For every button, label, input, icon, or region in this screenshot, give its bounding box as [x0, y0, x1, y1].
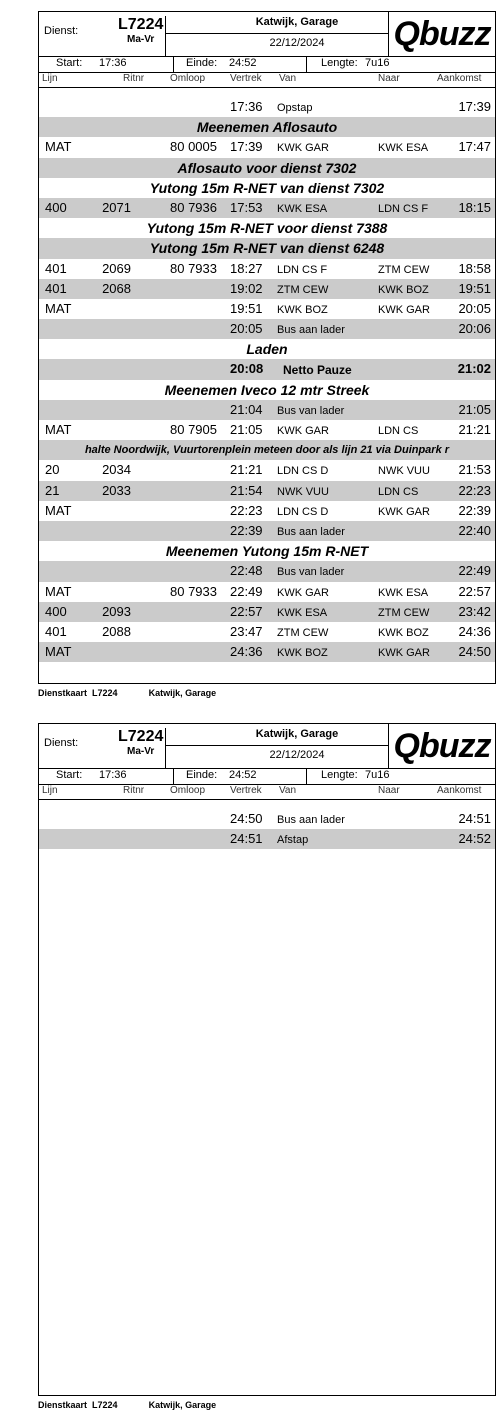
qbuzz-logo: Qbuzz	[393, 15, 491, 53]
section-banner-row	[39, 158, 495, 178]
col-naar: Naar	[378, 73, 400, 84]
cell-ritnr: 2069	[102, 260, 131, 276]
cell-vertrek: 20:08	[230, 361, 264, 377]
table-row	[39, 137, 495, 157]
dienstkaart-page-2	[38, 723, 496, 1396]
cell-naar: KWK BOZ	[378, 626, 429, 639]
cell-aankomst: 21:05	[458, 401, 491, 417]
lengte-value: 7u16	[365, 57, 390, 69]
cell-van: Bus aan lader	[277, 525, 345, 538]
table-row	[39, 259, 495, 279]
cell-vertrek: 24:50	[230, 811, 263, 826]
cell-vertrek: 22:49	[230, 583, 263, 599]
cell-van: KWK ESA	[277, 202, 328, 215]
cell-aankomst: 17:47	[458, 139, 491, 155]
depot-location: Katwijk, Garage	[255, 728, 339, 740]
table-row	[39, 809, 495, 829]
dienstkaart-page-1	[38, 11, 496, 684]
divider	[165, 33, 389, 34]
cell-van: Opstap	[277, 102, 313, 114]
cell-van: KWK BOZ	[277, 303, 328, 316]
footer-dienst: L7224	[92, 688, 118, 698]
cell-vertrek: 21:04	[230, 401, 263, 417]
divider	[39, 87, 495, 88]
cell-vertrek: 22:39	[230, 522, 263, 538]
cell-lijn: 400	[45, 603, 67, 619]
cell-vertrek: 18:27	[230, 260, 263, 276]
table-row	[39, 561, 495, 581]
divider	[165, 745, 389, 746]
section-banner-row	[39, 117, 495, 137]
cell-aankomst: 24:36	[458, 623, 491, 639]
table-row	[39, 319, 495, 339]
footer-location: Katwijk, Garage	[148, 1400, 217, 1410]
cell-naar: ZTM CEW	[378, 606, 430, 619]
table-row	[39, 198, 495, 218]
cell-van: Bus van lader	[277, 566, 345, 579]
table-row	[39, 359, 495, 379]
cell-lijn: 401	[45, 280, 67, 296]
cell-vertrek: 22:57	[230, 603, 263, 619]
cell-omloop: 80 7905	[170, 422, 217, 437]
cell-aankomst: 24:50	[458, 644, 491, 660]
cell-lijn: MAT	[45, 583, 72, 599]
table-row	[39, 602, 495, 622]
section-banner-text: Aflosauto voor dienst 7302	[177, 159, 357, 176]
cell-lijn: 401	[45, 623, 67, 639]
cell-van: Bus van lader	[277, 404, 345, 417]
col-van: Van	[279, 785, 297, 796]
einde-label: Einde:	[186, 57, 218, 69]
cell-lijn: MAT	[45, 644, 72, 660]
cell-aankomst: 23:42	[458, 603, 491, 619]
divider	[165, 16, 166, 56]
cell-lijn: 20	[45, 462, 60, 478]
divider	[165, 728, 166, 768]
qbuzz-logo: Qbuzz	[393, 727, 491, 765]
section-banner-row	[39, 440, 495, 460]
cell-naar: LDN CS F	[378, 202, 429, 215]
trip-table	[39, 809, 495, 849]
cell-van: LDN CS D	[277, 505, 329, 518]
divider	[39, 784, 495, 785]
cell-lijn: MAT	[45, 300, 72, 316]
depot-location: Katwijk, Garage	[255, 16, 339, 28]
cell-aankomst: 19:51	[458, 280, 491, 296]
table-row	[39, 279, 495, 299]
cell-van: KWK GAR	[277, 142, 329, 155]
table-row	[39, 97, 495, 117]
cell-van: LDN CS F	[277, 263, 328, 276]
col-omloop: Omloop	[170, 785, 206, 796]
section-banner-text: Laden	[246, 341, 288, 358]
cell-aankomst: 20:05	[458, 300, 491, 316]
cell-van: Netto Pauze	[283, 363, 352, 378]
table-row	[39, 420, 495, 440]
einde-time: 24:52	[229, 769, 257, 781]
cell-vertrek: 21:21	[230, 462, 263, 478]
section-banner-text: Meenemen Aflosauto	[196, 119, 338, 136]
cell-lijn: MAT	[45, 422, 72, 437]
cell-naar: ZTM CEW	[378, 263, 430, 276]
col-omloop: Omloop	[170, 73, 206, 84]
cell-ritnr: 2068	[102, 280, 131, 296]
cell-aankomst: 22:23	[458, 482, 491, 498]
table-row	[39, 501, 495, 521]
start-time: 17:36	[99, 57, 127, 69]
footer-location: Katwijk, Garage	[148, 688, 217, 698]
section-banner-text: Meenemen Yutong 15m R-NET	[165, 543, 369, 560]
cell-lijn: 21	[45, 482, 60, 498]
col-aankomst: Aankomst	[437, 785, 482, 796]
cell-van: Bus aan lader	[277, 814, 345, 826]
start-time: 17:36	[99, 769, 127, 781]
section-banner-row	[39, 541, 495, 561]
section-banner-text: Yutong 15m R-NET voor dienst 7388	[146, 220, 388, 237]
cell-vertrek: 19:51	[230, 300, 263, 316]
cell-vertrek: 21:05	[230, 422, 263, 437]
section-banner-text: Meenemen Iveco 12 mtr Streek	[164, 381, 370, 398]
dienst-label: Dienst:	[44, 737, 79, 749]
cell-van: KWK GAR	[277, 425, 329, 437]
cell-naar: KWK BOZ	[378, 283, 429, 296]
cell-van: KWK BOZ	[277, 647, 328, 660]
cell-ritnr: 2033	[102, 482, 131, 498]
cell-vertrek: 24:36	[230, 644, 263, 660]
cell-lijn: MAT	[45, 139, 72, 155]
cell-omloop: 80 0005	[170, 139, 217, 155]
cell-aankomst: 24:51	[458, 811, 491, 826]
cell-vertrek: 21:54	[230, 482, 263, 498]
table-row	[39, 582, 495, 602]
section-banner-text: halte Noordwijk, Vuurtorenplein meteen door als lijn 21 via Duinpark r	[84, 444, 450, 457]
cell-aankomst: 21:53	[458, 462, 491, 478]
divider	[173, 56, 174, 72]
section-banner-text: Yutong 15m R-NET van dienst 7302	[149, 179, 385, 196]
page-footer	[38, 688, 216, 698]
cell-van: ZTM CEW	[277, 283, 329, 296]
cell-omloop: 80 7936	[170, 199, 217, 215]
col-ritnr: Ritnr	[123, 73, 145, 84]
cell-naar: KWK GAR	[378, 505, 430, 518]
table-row	[39, 642, 495, 662]
cell-aankomst: 22:57	[458, 583, 491, 599]
einde-time: 24:52	[229, 57, 257, 69]
cell-naar: KWK ESA	[378, 586, 429, 599]
cell-aankomst: 22:39	[458, 502, 491, 518]
cell-van: Bus aan lader	[277, 324, 345, 337]
cell-vertrek: 17:53	[230, 199, 263, 215]
cell-aankomst: 20:06	[458, 321, 491, 337]
cell-aankomst: 22:40	[458, 522, 491, 538]
lengte-label: Lengte:	[321, 769, 358, 781]
divider	[39, 72, 495, 73]
cell-van: LDN CS D	[277, 465, 329, 478]
cell-ritnr: 2093	[102, 603, 131, 619]
table-row	[39, 400, 495, 420]
section-banner-row	[39, 238, 495, 258]
page-header	[39, 12, 495, 92]
table-row	[39, 521, 495, 541]
footer-dienst: L7224	[92, 1400, 118, 1410]
cell-van: KWK ESA	[277, 606, 328, 619]
cell-vertrek: 22:23	[230, 502, 263, 518]
cell-ritnr: 2071	[102, 199, 131, 215]
section-banner-row	[39, 218, 495, 238]
cell-naar: KWK ESA	[378, 142, 429, 155]
cell-aankomst: 21:02	[457, 361, 491, 377]
section-banner-row	[39, 178, 495, 198]
table-row	[39, 829, 495, 849]
cell-omloop: 80 7933	[170, 583, 217, 599]
cell-ritnr: 2088	[102, 623, 131, 639]
cell-van: NWK VUU	[277, 485, 329, 498]
cell-van: ZTM CEW	[277, 626, 329, 639]
col-naar: Naar	[378, 785, 400, 796]
cell-vertrek: 20:05	[230, 321, 263, 337]
table-row	[39, 481, 495, 501]
cell-lijn: 400	[45, 199, 67, 215]
footer-label: Dienstkaart	[38, 1400, 88, 1410]
dienst-days: Ma-Vr	[127, 746, 155, 757]
col-aankomst: Aankomst	[437, 73, 482, 84]
cell-vertrek: 23:47	[230, 623, 263, 639]
cell-naar: KWK GAR	[378, 647, 430, 660]
col-ritnr: Ritnr	[123, 785, 145, 796]
cell-vertrek: 17:36	[230, 99, 263, 114]
dienst-label: Dienst:	[44, 25, 79, 37]
page-footer	[38, 1400, 216, 1410]
trip-table	[39, 97, 495, 662]
cell-aankomst: 17:39	[458, 99, 491, 114]
cell-van: KWK GAR	[277, 586, 329, 599]
dienst-number: L7224	[118, 16, 164, 33]
einde-label: Einde:	[186, 769, 218, 781]
cell-aankomst: 18:58	[458, 260, 491, 276]
cell-lijn: 401	[45, 260, 67, 276]
cell-aankomst: 22:49	[458, 563, 491, 579]
start-label: Start:	[56, 57, 83, 69]
cell-naar: KWK GAR	[378, 303, 430, 316]
lengte-value: 7u16	[365, 769, 390, 781]
cell-naar: LDN CS	[378, 485, 419, 498]
section-banner-row	[39, 339, 495, 359]
divider	[306, 56, 307, 72]
service-date: 22/12/2024	[269, 37, 325, 49]
dienst-days: Ma-Vr	[127, 34, 155, 45]
table-row	[39, 622, 495, 642]
lengte-label: Lengte:	[321, 57, 358, 69]
col-lijn: Lijn	[42, 73, 58, 84]
cell-naar: LDN CS	[378, 425, 419, 437]
cell-vertrek: 24:51	[230, 831, 263, 847]
col-lijn: Lijn	[42, 785, 58, 796]
divider	[306, 768, 307, 784]
service-date: 22/12/2024	[269, 749, 325, 761]
cell-omloop: 80 7933	[170, 260, 217, 276]
divider	[39, 799, 495, 800]
dienst-number: L7224	[118, 728, 164, 745]
col-van: Van	[279, 73, 297, 84]
table-row	[39, 460, 495, 480]
section-banner-row	[39, 380, 495, 400]
page-header	[39, 724, 495, 804]
cell-van: Afstap	[277, 834, 309, 847]
divider	[173, 768, 174, 784]
col-vertrek: Vertrek	[230, 73, 262, 84]
cell-aankomst: 24:52	[458, 831, 491, 847]
table-row	[39, 299, 495, 319]
cell-aankomst: 21:21	[458, 422, 491, 437]
section-banner-text: Yutong 15m R-NET van dienst 6248	[149, 240, 385, 257]
cell-naar: NWK VUU	[378, 465, 430, 478]
cell-vertrek: 17:39	[230, 139, 263, 155]
cell-ritnr: 2034	[102, 462, 131, 478]
col-vertrek: Vertrek	[230, 785, 262, 796]
start-label: Start:	[56, 769, 83, 781]
cell-lijn: MAT	[45, 502, 72, 518]
footer-label: Dienstkaart	[38, 688, 88, 698]
cell-aankomst: 18:15	[458, 199, 491, 215]
cell-vertrek: 19:02	[230, 280, 263, 296]
cell-vertrek: 22:48	[230, 563, 263, 579]
